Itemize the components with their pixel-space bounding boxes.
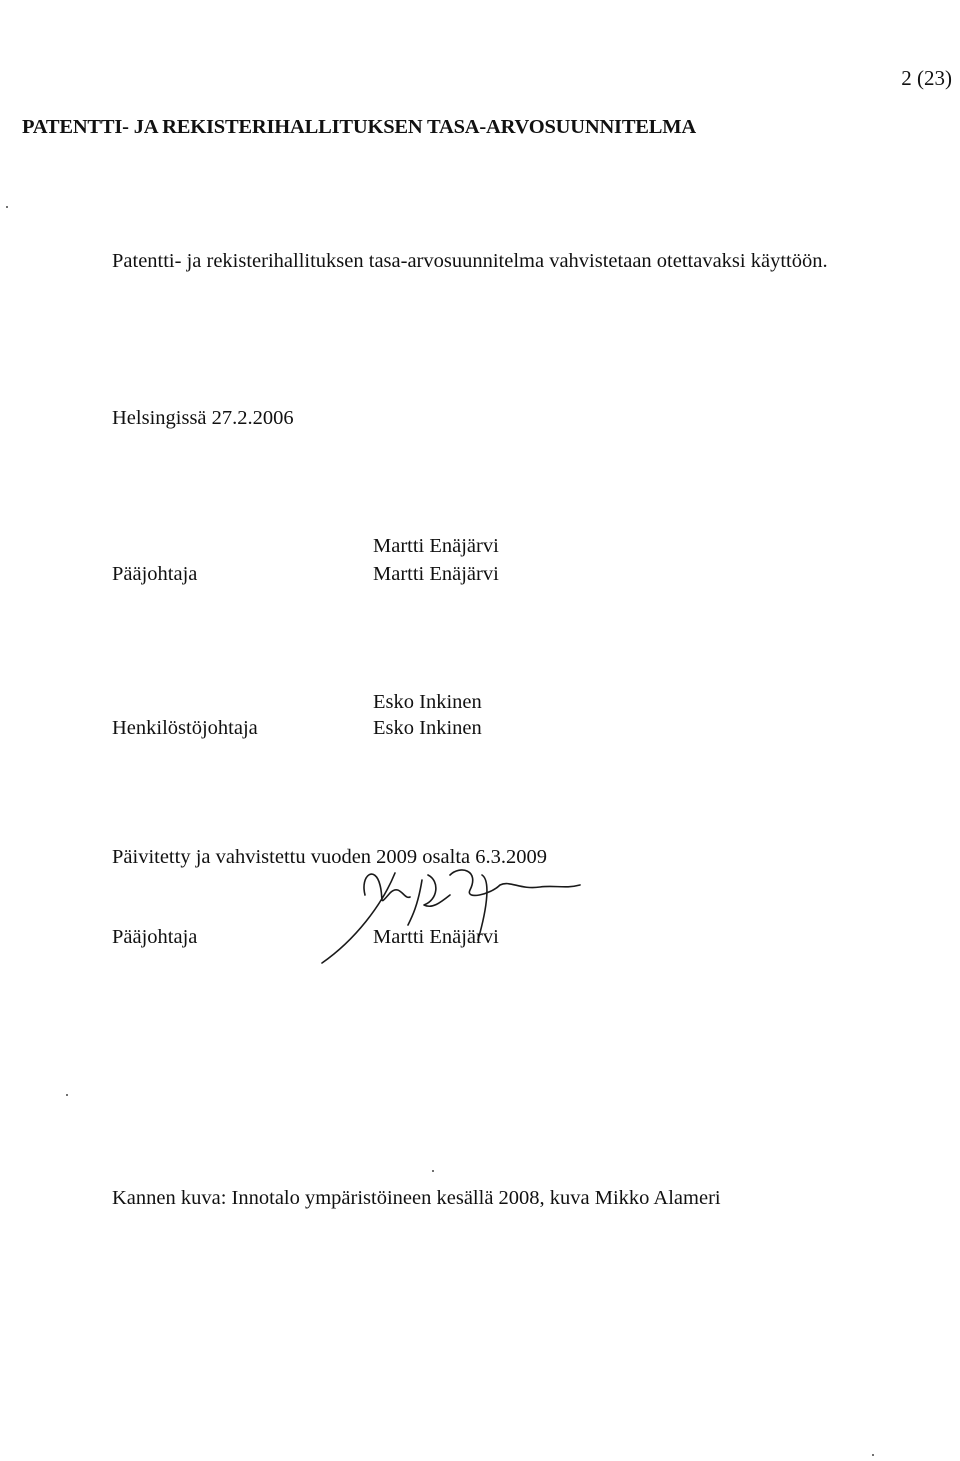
update-statement: Päivitetty ja vahvistettu vuoden 2009 osalta 6.3.2009 bbox=[112, 846, 547, 868]
place-and-date: Helsingissä 27.2.2006 bbox=[112, 407, 294, 429]
scan-speck bbox=[66, 1094, 68, 1096]
signatory-role-director: Pääjohtaja bbox=[112, 563, 198, 585]
scan-speck bbox=[6, 206, 8, 208]
scan-speck bbox=[872, 1454, 874, 1456]
signatory-name-hr-line-1: Esko Inkinen bbox=[373, 691, 482, 713]
page-number: 2 (23) bbox=[901, 66, 952, 90]
cover-image-caption: Kannen kuva: Innotalo ympäristöineen kesällä 2008, kuva Mikko Alameri bbox=[112, 1187, 721, 1209]
intro-paragraph: Patentti- ja rekisterihallituksen tasa-arvosuunnitelma vahvistetaan otettavaksi käyttöön. bbox=[112, 250, 828, 272]
signatory-name-director-line-2: Martti Enäjärvi bbox=[373, 563, 499, 585]
signatory-role-director-2009: Pääjohtaja bbox=[112, 926, 198, 948]
signatory-name-hr-line-2: Esko Inkinen bbox=[373, 717, 482, 739]
signatory-role-hr-director: Henkilöstöjohtaja bbox=[112, 717, 258, 739]
signatory-name-director-line-1: Martti Enäjärvi bbox=[373, 535, 499, 557]
handwritten-signature bbox=[300, 845, 590, 975]
signatory-name-director-2009: Martti Enäjärvi bbox=[373, 926, 499, 948]
document-title: PATENTTI- JA REKISTERIHALLITUKSEN TASA-ARVOSUUNNITELMA bbox=[22, 116, 697, 138]
scan-speck bbox=[432, 1170, 434, 1172]
